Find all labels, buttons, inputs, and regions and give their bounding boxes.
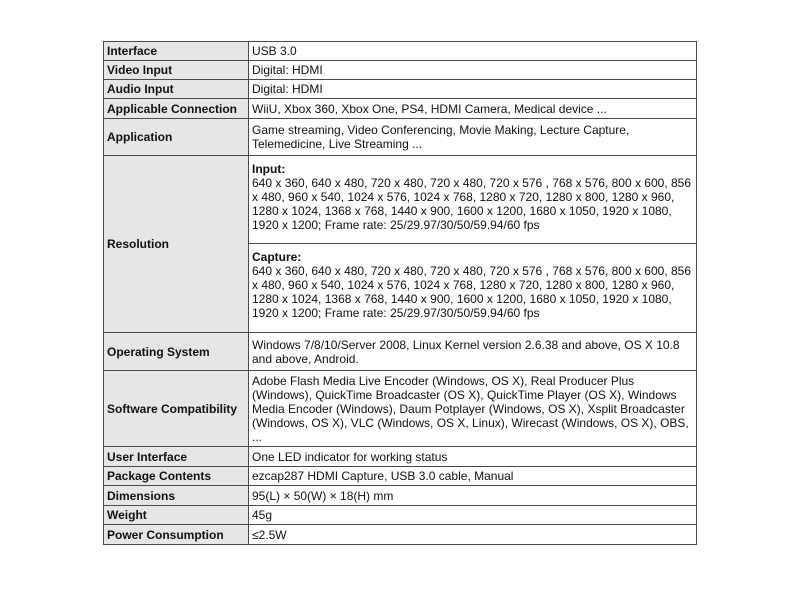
spec-value: ezcap287 HDMI Capture, USB 3.0 cable, Manual: [249, 467, 697, 486]
spec-label: Weight: [104, 506, 249, 525]
spec-row-operating-system: [104, 333, 697, 371]
resolution-input-cell: [249, 156, 697, 244]
spec-value: One LED indicator for working status: [249, 447, 697, 467]
spec-row-user-interface: [104, 447, 697, 467]
spec-row-resolution-input: [104, 156, 697, 244]
spec-value: ≤2.5W: [249, 525, 697, 545]
spec-label: Application: [104, 119, 249, 156]
spec-label: User Interface: [104, 447, 249, 467]
spec-value: 45g: [249, 506, 697, 525]
resolution-capture-value: 640 x 360, 640 x 480, 720 x 480, 720 x 480, 720 x 576 , 768 x 576, 800 x 600, 856 x 480, 960 x 540, 1024 x 576, 1024 x 768, 1280 x 720, 1280 x 800, 1280 x 960, 1280 x 1024, 1368 x 768, 1440 x 900, 1600 x 1200, 1680 x 1050, 1920 x 1080, 1920 x 1200; Frame rate: 25/29.97/30/50/59.94/60 fps: [252, 264, 692, 320]
spec-label: Audio Input: [104, 80, 249, 99]
spec-value: Digital: HDMI: [249, 80, 697, 99]
spec-row-weight: [104, 506, 697, 525]
spec-label: Software Compatibility: [104, 371, 249, 447]
spec-label: Interface: [104, 42, 249, 61]
spec-value: USB 3.0: [249, 42, 697, 61]
spec-row-interface: [104, 42, 697, 61]
spec-row-software-compatibility: [104, 371, 697, 447]
resolution-capture-heading: Capture:: [252, 250, 302, 264]
spec-row-video-input: [104, 61, 697, 80]
spec-label: Applicable Connection: [104, 99, 249, 119]
spec-table: [103, 41, 697, 545]
spec-label: Power Consumption: [104, 525, 249, 545]
spec-row-audio-input: [104, 80, 697, 99]
spec-value: Adobe Flash Media Live Encoder (Windows, OS X), Real Producer Plus (Windows), QuickTime Broadcaster (OS X), QuickTime Player (OS X), Windows Media Encoder (Windows), Daum Potplayer (Windows, OS X), Xsplit Broadcaster (Windows, OS X), VLC (Windows, OS X, Linux), Wirecast (Windows, OS X), OBS, ...: [249, 371, 697, 447]
spec-value: Digital: HDMI: [249, 61, 697, 80]
resolution-input-value: 640 x 360, 640 x 480, 720 x 480, 720 x 480, 720 x 576 , 768 x 576, 800 x 600, 856 x 480, 960 x 540, 1024 x 576, 1024 x 768, 1280 x 720, 1280 x 800, 1280 x 960, 1280 x 1024, 1368 x 768, 1440 x 900, 1600 x 1200, 1680 x 1050, 1920 x 1080, 1920 x 1200; Frame rate: 25/29.97/30/50/59.94/60 fps: [252, 176, 692, 232]
resolution-input-heading: Input:: [252, 162, 286, 176]
spec-value: 95(L) × 50(W) × 18(H) mm: [249, 486, 697, 506]
spec-label: Resolution: [104, 156, 249, 333]
spec-row-package-contents: [104, 467, 697, 486]
spec-value: Game streaming, Video Conferencing, Movie Making, Lecture Capture, Telemedicine, Live Streaming ...: [249, 119, 697, 156]
spec-row-applicable-connection: [104, 99, 697, 119]
spec-label: Video Input: [104, 61, 249, 80]
spec-value: Windows 7/8/10/Server 2008, Linux Kernel version 2.6.38 and above, OS X 10.8 and above, Android.: [249, 333, 697, 371]
spec-label: Operating System: [104, 333, 249, 371]
spec-label: Package Contents: [104, 467, 249, 486]
spec-row-application: [104, 119, 697, 156]
resolution-capture-cell: [249, 244, 697, 333]
spec-row-power-consumption: [104, 525, 697, 545]
spec-row-dimensions: [104, 486, 697, 506]
spec-value: WiiU, Xbox 360, Xbox One, PS4, HDMI Camera, Medical device ...: [249, 99, 697, 119]
spec-label: Dimensions: [104, 486, 249, 506]
